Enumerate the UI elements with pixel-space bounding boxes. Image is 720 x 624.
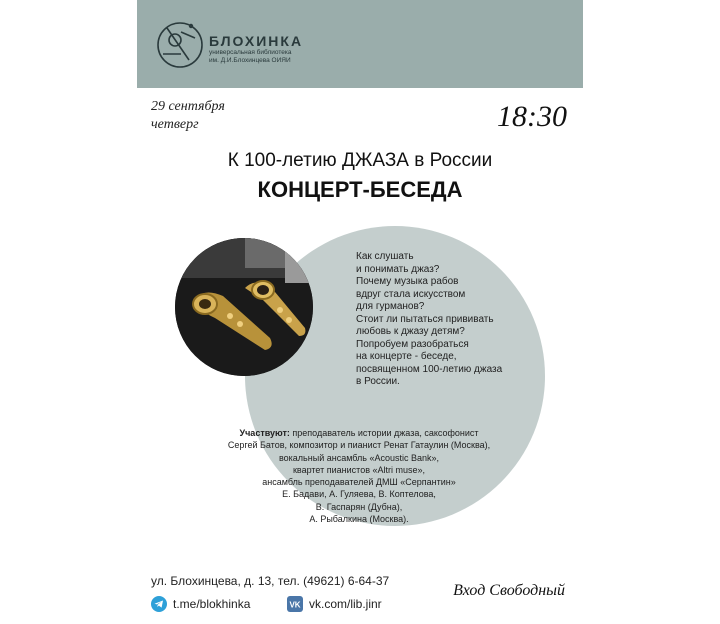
vk-link[interactable]: vk.com/lib.jinr xyxy=(309,597,382,611)
telegram-icon xyxy=(151,596,167,612)
event-subtitle: К 100-летию ДЖАЗА в России xyxy=(227,150,493,171)
library-address: ул. Блохинцева, д. 13, тел. (49621) 6-64-37 xyxy=(151,574,390,588)
library-logo-icon xyxy=(151,14,209,72)
telegram-link[interactable]: t.me/blokhinka xyxy=(173,597,251,611)
event-title: КОНЦЕРТ-БЕСЕДА xyxy=(257,177,463,202)
participants-list: Участвуют: преподаватель истории джаза, саксофонист Сергей Батов, композитор и пианист Ренат Гатаулин (Москва), вокальный ансамбль «Acoustic Bank», квартет пианистов «Altri muse», ансамбль преподавателей ДМШ «Серпантин» Е. Бадави, А. Гуляева, В. Коптелова, В. Гаспарян (Дубна), А. Рыбалкина (Москва). xyxy=(227,428,491,525)
poster-header xyxy=(137,0,583,88)
svg-text:VK: VK xyxy=(289,600,301,610)
saxophone-photo xyxy=(175,238,313,376)
participants-label: Участвуют: xyxy=(239,428,290,438)
event-time: 18:30 xyxy=(497,100,567,133)
library-subtitle: универсальная библиотека им. Д.И.Блохинцева ОИЯИ xyxy=(209,49,292,64)
entry-info: Вход Свободный xyxy=(453,582,565,599)
event-description: Как слушать и понимать джаз? Почему музыка рабов вдруг стала искусством для гурманов? Стоит ли пытаться прививать любовь к джазу детям? Попробуем разобраться на концерте - беседе, посвященном 100-летию джаза в России. xyxy=(356,251,503,387)
telegram-contact[interactable] xyxy=(151,596,250,612)
vk-icon xyxy=(287,596,303,612)
vk-contact[interactable] xyxy=(287,596,382,612)
saxophone-image-icon xyxy=(175,238,313,376)
event-poster xyxy=(137,0,583,624)
event-date: 29 сентября четверг xyxy=(151,99,225,132)
library-name: БЛОХИНКА xyxy=(209,33,304,49)
